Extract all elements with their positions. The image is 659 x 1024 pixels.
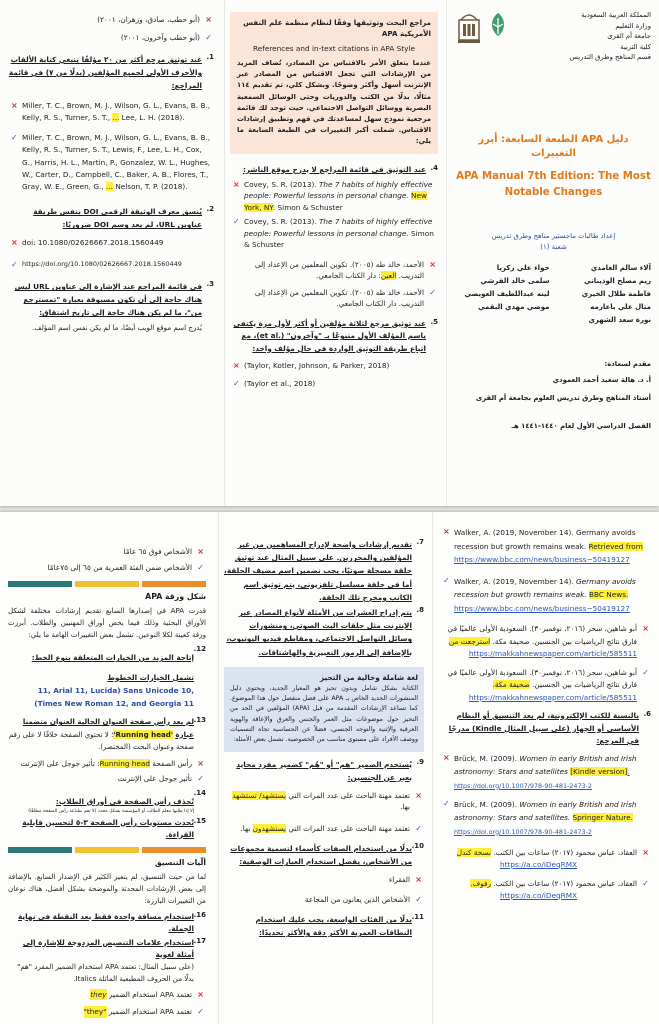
item-16 [8, 911, 206, 935]
check-icon: ✓ [233, 217, 240, 227]
example-correct-ar: ✓ تعتمد مهنة الباحث على عدد المرات التي يستشهدون بها. [240, 823, 422, 833]
item-2-examples [8, 237, 214, 270]
decorative-bar [8, 847, 72, 853]
item-16-heading: استخدام مسافة واحدة فقط بعد النقطة في نهاية الجملة. [17, 911, 194, 933]
left-panel [0, 0, 224, 506]
intro-box-subtitle: References and in-text citations in APA Style [253, 44, 415, 53]
bias-free-body: الكتابة بشكل شامل وبدون تحيز هو المعيار الجديد، ويحتوي دليل المنشورات الجديد الخاص بـ APA على فصل منفصل حول هذا الموضوع. كما تساعد الإرشادات المقدمة من قبل (APA) المؤلفين في الحد من التحيز حول موضوعات مثل العمر والجنس والعرق والإعاقة والهوية العرقية والإثنية والتوجه الجنسي، فضلاً عن الحساسية تجاه التسميات ووصف الأفراد على مستوى مناسب من الخصوصية. تشمل بعض الأمثلة: [230, 684, 419, 744]
author-name: منال علي باعارمه [590, 302, 651, 311]
ebook-refs-ar [440, 847, 651, 903]
ebook-refs [440, 752, 651, 839]
example-incorrect-ar: × رأس الصفحة Running head: تأثير جوجل على الإنترنت [20, 758, 204, 768]
ministry-name: وزارة التعليم [615, 21, 651, 30]
check-icon: ✓ [642, 667, 649, 677]
department-name: قسم المناهج وطرق التدريس [569, 53, 651, 61]
example-incorrect-ar: × تعتمد APA استخدام الضمير they [90, 989, 204, 999]
example-incorrect-ar: × الأشخاص فوق ٦٥ عامًا [123, 547, 204, 556]
cross-icon: × [443, 752, 450, 762]
item-3-heading: في قائمة المراجع عند الإشارة إلى عناوين URL ليس هناك حاجة إلى أن تكون مسبوقة بعبارة "تمسترجع من"، ما لم يكن هناك حاجة إلى تاريخ اشتقاق: [14, 282, 202, 318]
item-9-examples [224, 790, 424, 835]
item-5 [230, 318, 438, 356]
check-icon: ✓ [11, 133, 18, 142]
cross-icon: × [197, 989, 204, 999]
author-name: آلاء سالم الغامدي [590, 263, 651, 272]
middle-panel [224, 0, 446, 506]
cross-icon: × [11, 238, 18, 248]
cover-title-block [456, 133, 651, 201]
item-number: 12. [193, 645, 206, 653]
check-icon: ✓ [233, 378, 240, 388]
author-name: سلمى خالد القرشي [480, 276, 550, 285]
item-number: 15. [193, 816, 206, 825]
decorative-bar [75, 847, 139, 853]
example-correct-ar: ✓ (أبو حطب وآخرون، ٢٠٠١) [120, 32, 212, 42]
item-number: 5. [430, 317, 438, 326]
check-icon: ✓ [11, 259, 18, 269]
example-incorrect-ar: × أبو شاهين، سحر (٢٠١٦، نوفمبر٣٠). السعودية الأولى عالميًا في فارق نتائج الرياضيات بين الجنسين. صحيفة مكة. استرجعت من https://makkahnewspaper.com/article/585511 [440, 623, 637, 661]
example-correct-ar: ✓ تأثير جوجل على الإنترنت [117, 774, 204, 783]
web-refs-ar [440, 623, 651, 704]
reference-link[interactable]: https://a.co/iDeqRMX [499, 860, 577, 869]
item-4 [230, 164, 438, 176]
example-incorrect: × doi: 10.1080/02626667.2018.1560449 [11, 238, 164, 248]
cross-icon: × [11, 101, 18, 110]
example-incorrect: × Brück, M. (2009). Women in early British and Irish astronomy: Stars and satellites [Kindle version]. https://doi.org/10.1007/978-90-481-2473-2 [443, 752, 637, 790]
web-refs [440, 526, 651, 615]
cross-icon: × [197, 758, 204, 768]
authors-list [456, 263, 651, 326]
item-number: 10. [411, 842, 424, 851]
example-correct-ar: ✓ الأشخاص ضمن الفئة العمرية من ٦٥ إلى ٧٥عامًا [47, 562, 204, 572]
item-6-heading: بالنسبة للكتب الإلكترونية، لم يعد التنسيق أو النظام الأساسي أو الجهاز (على سبيل المثال Kindle) مدرجًا في المرجع: [448, 711, 639, 745]
check-icon: ✓ [429, 287, 436, 297]
item-2 [8, 205, 214, 231]
academic-term: الفصل الدراسي الأول لعام ١٤٤٠-١٤٤١ هـ [511, 421, 651, 430]
example-correct: ✓ Miller, T. C., Brown, M. J., Wilson, G. L., Evans, B. B., Kelly, R. S., Turner, S. T., Lewis, F., Lee, L. H., Cox, G., Harris, H. L., Martin, P., Gonzalez, W. L., Hughes, W., Carter, D., Campbell, C., Baker, A. B., Flores, T., Gray, W. E., Green, G., ... Nelson, T. P. (2018). [11, 133, 211, 192]
item-13-examples [8, 758, 206, 785]
example-correct: ✓ Brück, M. (2009). Women in early British and Irish astronomy: Stars and satellites. Springer Nature. https://doi.org/10.1007/978-90-481-2473-2 [443, 798, 637, 836]
item-11 [224, 913, 424, 939]
item-2-heading: يُنسق معرف الوثيقة الرقمي DOI بنفس طريقة عناوين URL، لم يعد وسم DOI ضروريًا: [33, 207, 202, 230]
item-10-heading: بدلًا من استخدام الصفات كأسماء لتسمية مجموعات من الأشخاص، يفضل استخدام العبارات الوصفية: [230, 844, 412, 867]
cross-icon: × [415, 790, 422, 800]
cross-icon: × [197, 547, 204, 556]
example-correct-ar: ✓ أبو شاهين، سحر (٢٠١٦، نوفمبر٣٠). السعودية الأولى عالميًا في فارق نتائج الرياضيات بين الجنسين. صحيفة مكة. https://makkahnewspaper.com/article/585511 [440, 667, 637, 705]
cover-header [456, 10, 651, 63]
item-6 [440, 710, 651, 748]
brochure-outer-page [0, 0, 659, 506]
cover-logos [456, 10, 510, 44]
example-correct: ✓ https://doi.org/10.1080/02626667.2018.1560449 [11, 259, 182, 269]
author-name: موضي مهدي البقمي [477, 302, 550, 311]
item-1-heading: عند توثيق مرجع أكثر من ٢٠ مؤلفًا ينبغي كتابة الألقاب والأحرف الأولى لجميع المؤلفين (بدلًا من ٧) في قائمة المراجع: [8, 55, 202, 90]
item-14-note: إلا إذا طلبها معلم الطالب أو المؤسسة بشكل محدد (لا تقم بطباعة رأس الصفحة مطلقًا) [28, 808, 194, 814]
author-name: نورة سعد الشهري [588, 315, 651, 324]
item-17 [8, 937, 206, 985]
item-1 [8, 53, 214, 92]
cross-icon: × [429, 259, 436, 269]
item-number: 9. [416, 757, 424, 766]
section-title-formatting: ألّيات التنسيق [154, 857, 206, 867]
bias-free-box [224, 667, 424, 752]
decorative-bar [75, 581, 139, 587]
item-11-heading: بدلًا من الفئات الواسعة، يجب عليك استخدام النطاقات العمرية الأكثر دقة والأكثر تحديدًا: [255, 915, 412, 938]
example-incorrect-ar: × (أبو حطب، صادق، وزهران، ٢٠٠١) [97, 15, 212, 24]
format-intro: قدرت APA في إصدارها السابع تقديم إرشادات مختلفة لشكل الأوراق البحثية وذلك فيما يخص أوراق المهنيين والطلاب. أبرزت ورقة كعينة لكلا النوعين. تشمل بعض التغييرات الهامة ما يلي: [8, 606, 206, 639]
section-label: شعبة (١) [540, 242, 567, 251]
reference-link[interactable]: . https://doi.org/10.1007/978-90-481-2473-2 [454, 767, 630, 790]
item-9-heading: يُستخدم الضمير "هم" أو "هُم" كضمير مفرد محايد بعبر عن الجنسين: [236, 759, 412, 782]
item-10-examples [224, 874, 424, 905]
item-number: 2. [206, 205, 214, 214]
example-incorrect-ar: × العقاد، عباس محمود (٢٠١٧) ساعات بين الكتب. نسخة كندل https://a.co/iDeqRMX [440, 847, 637, 872]
item-1-examples [8, 100, 214, 193]
reference-link[interactable]: https://makkahnewspaper.com/article/585511 [468, 692, 637, 702]
cross-icon: × [443, 527, 450, 536]
brochure-inner-page [0, 512, 659, 1024]
university-name: جامعة أم القرى [607, 32, 651, 40]
check-icon: ✓ [443, 798, 450, 808]
example-correct: ✓ (Taylor et al., 2018) [233, 378, 316, 388]
cross-icon: × [205, 15, 212, 24]
item-3 [8, 280, 214, 333]
format-panel [0, 512, 218, 1024]
item-12-heading: إتاحة المزيد من الخيارات المتعلقة بنوع الخط: تشمل الخيارات الخطوط [31, 653, 194, 682]
example-incorrect-ar: × الفقراء [388, 875, 422, 885]
item-15 [8, 817, 206, 841]
intro-box-body: عندما يتعلق الأمر بالاقتباس من المصادر، تُضاف المزيد من الإرشادات التي تجعل الاقتباس من المصادر عبر الإنترنت أسهل وأكثر وضوحًا. وبشكل كلي، تم تقديم ١١٤ مثالًا، بدلًا من الكتب والدوريات وحتى الوسائل السمعية البصرية ووسائل التواصل الاجتماعي. حيث توجد لك قائمة مرجعية نموذج سهل لمساعدتك في فهم وتطبيق إرشادات الاقتباس. شملت أكبر التغييرات في الطبعة السابعة ما يلي: [237, 59, 431, 146]
item-17-heading: استخدام علامات التنصيص المزدوجة للإشارة إلى أمثلة لغوية [22, 937, 194, 959]
item-10 [224, 842, 424, 868]
decorative-bar [142, 581, 206, 587]
reference-link[interactable]: https://www.bbc.com/news/business−50419127 [454, 555, 630, 564]
professor-name: أ. د. هالة سعيد أحمد العمودي [552, 375, 651, 384]
decorative-bars [8, 581, 206, 587]
author-name: لينه عبداللطيف العويضي [464, 289, 550, 298]
example-incorrect-ar: × تعتمد مهنة الباحث على عدد المرات التي يستشهد/ تستشهد بها. [232, 790, 422, 812]
reference-link[interactable]: https://doi.org/10.1007/978-90-481-2473-2 [454, 827, 592, 836]
example-correct-ar: ✓ الأشخاص الذين يعانون من المجاعة [304, 894, 422, 904]
item-number: 13. [193, 716, 206, 724]
check-icon: ✓ [197, 774, 204, 783]
example-incorrect: × Covey, S. R. (2013). The 7 habits of highly effective people: Powerful lessons in personal change. New York, NY: Simon & Schuster [233, 179, 433, 212]
item-17-body: (على سبيل المثال: تعتمد APA استخدام الضمير المفرد "هم" بدلًا من الحروف المطبعية المائلة Italics. [17, 961, 194, 983]
cross-icon: × [642, 847, 649, 857]
presented-to: مقدم لسعادة: [604, 359, 651, 368]
example-correct: ✓ Covey, S. R. (2013). The 7 habits of highly effective people: Powerful lessons in personal change. Simon & Schuster [233, 217, 434, 250]
references-panel [432, 512, 659, 1024]
item-12 [8, 645, 206, 710]
decorative-bar [8, 581, 72, 587]
item-number: 1. [206, 53, 214, 61]
cross-icon: × [233, 179, 240, 189]
author-name: ريم مصلح الوذيناني [584, 276, 651, 285]
bias-free-title: لغة شاملة وخالية من التحيز [319, 672, 418, 682]
intro-box-title: مراجع البحث وتوثيقها وفقًا لنظام منظمة علم النفس الأمريكية APA [243, 18, 431, 38]
cover-title-en: APA Manual 7th Edition: The Most Notable Changes [456, 170, 651, 198]
example-incorrect: × Walker, A. (2019, November 14). Germany avoids recession but growth remains weak. Retrieved from https://www.bbc.com/news/business−50419127 [443, 527, 643, 564]
cross-icon: × [415, 875, 422, 885]
check-icon: ✓ [197, 1007, 204, 1016]
cross-icon: × [233, 361, 240, 371]
example-incorrect: × (Taylor, Kotler, Johnson, & Parker, 2018) [233, 361, 390, 371]
reference-link[interactable]: https://makkahnewspaper.com/article/585511 [468, 649, 637, 658]
item-5-heading: عند توثيق مرجع لثلاثة مؤلفين أو أكثر لأول مرة يكتفى باسم المؤلف الأول متبوعًا بـ "وآخرون" (.et al)، مع اتباع طريقة التوثيق الواردة في حال مؤلف واحد: [233, 318, 426, 353]
university-logo [456, 10, 482, 44]
item-3-body: يُدرج اسم موقع الويب أيضًا، ما لم يكن نفس اسم المؤلف. [32, 323, 202, 333]
prepared-by: إعداد طالبات ماجستير مناهج وطرق تدريس [491, 231, 616, 240]
example-correct-ar: ✓ تعتمد APA استخدام الضمير "they" [83, 1007, 204, 1016]
item-7 [224, 538, 424, 604]
bias-free-panel [218, 512, 432, 1024]
item-14 [8, 789, 206, 815]
author-name: فاطمة طلال الخيري [581, 289, 651, 298]
item-number: 6. [643, 710, 651, 718]
example-incorrect: × Miller, T. C., Brown, M. J., Wilson, G. L., Evans, B. B., Kelly, R. S., Turner, S. T., ... Lee, L. H. (2018). [11, 101, 211, 122]
reference-link[interactable]: https://www.bbc.com/news/business−50419127 [454, 603, 630, 613]
item-5-examples [230, 360, 438, 389]
cover-title-ar: دليل APA الطبعة السابعة: أبرز التغييرات [478, 133, 629, 159]
item-13: 13. لم يعد رأس صفحة العنوان الحالية العنوان متضمنا عبارة 'Running head'؛ لا تحتوي الصفحة خلافًا لا على رقم صفحة وعنوان البحث (المختصر). [8, 716, 206, 751]
reference-link[interactable]: https://a.co/iDeqRMX [499, 891, 577, 900]
author-name: حواء علي زكريا [496, 263, 550, 272]
check-icon: ✓ [415, 894, 422, 904]
item-number: 3. [206, 280, 214, 289]
ministry-logo [486, 10, 510, 40]
cross-icon: × [642, 624, 649, 633]
item-9 [224, 758, 424, 784]
formatting-intro: لما من حيث التنسيق، لم يتغير الكثير في الإصدار السابع. بالإضافة إلى بعض الإرشادات المحدثة والموضحة بشكل أفضل، هناك نوعان من التغييرات البارزة: [8, 871, 206, 905]
decorative-bars [8, 847, 206, 853]
item-number: 16. [193, 910, 206, 919]
professor-title: أستاذ المناهج وطرق تدريس العلوم بجامعة أم القرى [475, 393, 651, 402]
arabic-citation-examples [8, 14, 214, 43]
item-number: 4. [430, 163, 438, 172]
item-4-examples [230, 179, 438, 251]
intro-box [230, 12, 438, 154]
item-7-heading: تقديم إرشادات واضحة لإدراج المساهمين من غير المؤلفين والمحررين. على سبيل المثال عند توثيق حلقة مسجلة صوتيًا، يجب تضمين اسم مضيف الحلقة، أما في حلقة مسلسل تلفزيوني، يتم توثيق اسم الكاتب ومخرج تلك الحلقة. [224, 540, 412, 602]
section-title-format: شكل ورقة APA [145, 592, 206, 601]
item-number: 7. [416, 538, 424, 546]
item-17-examples [8, 989, 206, 1018]
example-correct-ar: ✓ الأحمد، خالد طه (٢٠٠٥). تكوين المعلمين من الإعداد إلى التدريب. دار الكتاب الجامعي. [254, 287, 436, 309]
item-number: 17. [193, 936, 206, 945]
check-icon: ✓ [443, 575, 450, 585]
item-number: 14. [193, 788, 206, 797]
country-name: المملكة العربية السعودية [581, 11, 651, 19]
example-incorrect-ar: × الأحمد، خالد طه (٢٠٠٥). تكوين المعلمين من الإعداد إلى التدريب. العين: دار الكتاب الجامعي. [254, 259, 436, 281]
item-4-heading: عند التوثيق في قائمة المراجع لا يدرج موقع الناشر: [242, 164, 426, 174]
item-15-heading: تُحدث مستويات رأس الصفحة ٣-٥ لتحسين قابلية القراءة. [22, 817, 194, 839]
font-options: 11, Arial 11, Lucida) Sans Unicode 10, [37, 686, 194, 695]
cover-panel [446, 0, 659, 506]
example-correct: ✓ Walker, A. (2019, November 14). Germany avoids recession but growth remains weak. BBC News. https://www.bbc.com/news/business−50419127 [443, 575, 636, 613]
college-name: كلية التربية [620, 42, 651, 51]
check-icon: ✓ [642, 878, 649, 888]
item-number: 11. [411, 913, 424, 922]
check-icon: ✓ [197, 562, 204, 572]
check-icon: ✓ [415, 823, 422, 833]
font-options-2: (Times New Roman 12, and Georgia 11 [34, 699, 194, 708]
item-14-heading: تُحذف رأس الصفحة في أوراق الطلاب: [55, 796, 194, 806]
item-4-arabic-examples [230, 259, 438, 310]
age-examples [8, 546, 206, 573]
decorative-bar [142, 847, 206, 853]
check-icon: ✓ [205, 32, 212, 42]
example-correct-ar: ✓ العقاد، عباس محمود (٢٠١٧) ساعات بين الكتب. رفوف. https://a.co/iDeqRMX [440, 878, 637, 903]
item-number: 8. [416, 606, 424, 615]
item-13-heading: لم يعد رأس صفحة العنوان الحالية العنوان متضمنا عبارة [22, 717, 194, 739]
item-8-heading: يتم إدراج العشرات من الأمثلة لأنواع المصادر عبر الإنترنت مثل حلقات البث الصوتي، ومنشورات وسائل التواصل الاجتماعي، ومقاطع فيديو اليوتيوب، بالإضافة إلى الرموز التعبيرية والهاشتاقات. [226, 608, 412, 657]
item-8 [224, 606, 424, 659]
